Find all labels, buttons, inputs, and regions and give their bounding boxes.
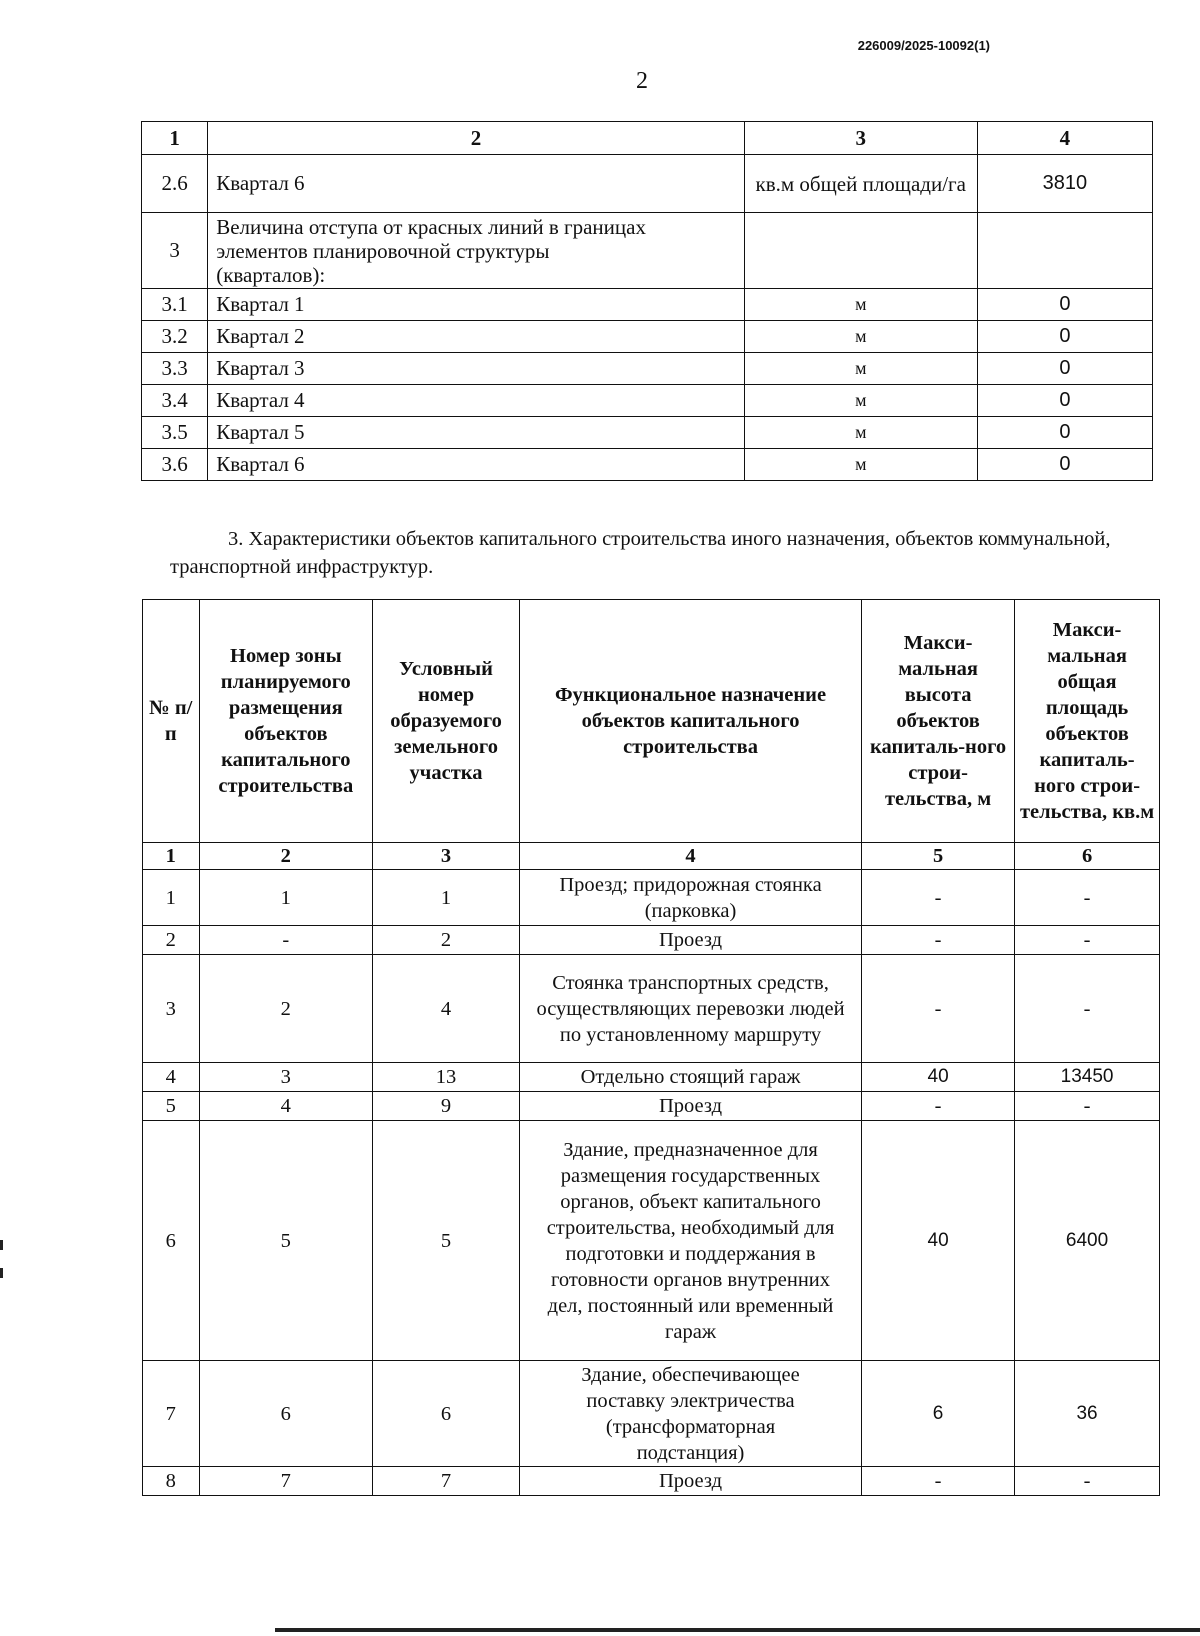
column-number: 4 (519, 843, 861, 870)
table-row (142, 417, 1153, 449)
row-number: 3.5 (142, 417, 208, 449)
cell-height: - (862, 1092, 1015, 1121)
row-number: 3.1 (142, 289, 208, 321)
row-value: 0 (977, 321, 1152, 353)
header-cell: Функциональное назначение объектов капитального строительства (519, 600, 861, 843)
table-row (142, 449, 1153, 481)
row-name: Квартал 1 (208, 289, 745, 321)
table-row (142, 385, 1153, 417)
header-cell: Номер зоны планируемого размещения объектов капитального строительства (199, 600, 373, 843)
row-name: Квартал 4 (208, 385, 745, 417)
row-number: 3.2 (142, 321, 208, 353)
cell-zone: 2 (199, 955, 373, 1063)
cell-zone: 3 (199, 1063, 373, 1092)
cell-purpose: Проезд (519, 1092, 861, 1121)
cell-zone: 1 (199, 870, 373, 926)
row-value (977, 213, 1152, 289)
table-row (142, 289, 1153, 321)
row-number: 3 (142, 213, 208, 289)
row-value: 0 (977, 385, 1152, 417)
cell-num: 1 (143, 870, 200, 926)
header-cell: 1 (142, 122, 208, 155)
row-unit: м (744, 289, 977, 321)
cell-zone: 4 (199, 1092, 373, 1121)
header-cell: 3 (744, 122, 977, 155)
table-row (142, 213, 1153, 289)
column-numbers-row (143, 843, 1160, 870)
cell-zone: 6 (199, 1361, 373, 1467)
cell-height: - (862, 955, 1015, 1063)
cell-area: - (1015, 870, 1160, 926)
row-name: Квартал 2 (208, 321, 745, 353)
cell-purpose: Проезд (519, 926, 861, 955)
table-row (143, 1467, 1160, 1496)
header-cell: 4 (977, 122, 1152, 155)
row-unit (744, 213, 977, 289)
row-unit: м (744, 417, 977, 449)
section-heading: 3. Характеристики объектов капитального строительства иного назначения, объектов коммунальной, транспортной инфраструктур. (170, 528, 1111, 578)
cell-area: - (1015, 926, 1160, 955)
row-name: Квартал 5 (208, 417, 745, 449)
cell-purpose: Здание, предназначенное для размещения государственных органов, объект капитального строительства, необходимый для подготовки и поддержания в готовности органов внутренних дел, постоянный или временный гараж (519, 1121, 861, 1361)
cell-purpose: Здание, обеспечивающее поставку электричества (трансформаторная подстанция) (519, 1361, 861, 1467)
header-cell: Макси-мальная общая площадь объектов капиталь-ного строи-тельства, кв.м (1015, 600, 1160, 843)
row-unit: кв.м общей площади/га (744, 155, 977, 213)
cell-plot: 4 (373, 955, 520, 1063)
header-cell: № п/п (143, 600, 200, 843)
row-value: 0 (977, 353, 1152, 385)
cell-zone: - (199, 926, 373, 955)
row-number: 3.6 (142, 449, 208, 481)
row-value: 0 (977, 449, 1152, 481)
cell-height: 6 (862, 1361, 1015, 1467)
cell-zone: 5 (199, 1121, 373, 1361)
cell-plot: 2 (373, 926, 520, 955)
row-name: Величина отступа от красных линий в границах элементов планировочной структуры (кварталов): (208, 213, 745, 289)
indicators-table (141, 121, 1153, 481)
cell-plot: 5 (373, 1121, 520, 1361)
cell-num: 3 (143, 955, 200, 1063)
row-name: Квартал 3 (208, 353, 745, 385)
scan-edge-mark (0, 1268, 3, 1278)
table-row (143, 1361, 1160, 1467)
cell-area: - (1015, 1092, 1160, 1121)
cell-area: 6400 (1015, 1121, 1160, 1361)
row-unit: м (744, 385, 977, 417)
cell-area: 13450 (1015, 1063, 1160, 1092)
row-name: Квартал 6 (208, 449, 745, 481)
cell-height: - (862, 926, 1015, 955)
cell-num: 5 (143, 1092, 200, 1121)
cell-area: - (1015, 1467, 1160, 1496)
cell-plot: 7 (373, 1467, 520, 1496)
cell-plot: 9 (373, 1092, 520, 1121)
cell-height: 40 (862, 1121, 1015, 1361)
column-number: 1 (143, 843, 200, 870)
table-row (142, 321, 1153, 353)
header-cell: 2 (208, 122, 745, 155)
table-row (143, 955, 1160, 1063)
row-value: 0 (977, 417, 1152, 449)
cell-purpose: Проезд; придорожная стоянка (парковка) (519, 870, 861, 926)
column-number: 6 (1015, 843, 1160, 870)
cell-zone: 7 (199, 1467, 373, 1496)
cell-plot: 13 (373, 1063, 520, 1092)
header-cell: Макси-мальная высота объектов капиталь-ного строи-тельства, м (862, 600, 1015, 843)
scan-edge-line (275, 1628, 1200, 1632)
table-row (143, 870, 1160, 926)
column-number: 5 (862, 843, 1015, 870)
row-number: 3.4 (142, 385, 208, 417)
row-value: 3810 (977, 155, 1152, 213)
cell-height: - (862, 870, 1015, 926)
table-row (143, 1121, 1160, 1361)
cell-area: 36 (1015, 1361, 1160, 1467)
table-row (143, 1063, 1160, 1092)
table-row (143, 1092, 1160, 1121)
cell-height: 40 (862, 1063, 1015, 1092)
row-number: 2.6 (142, 155, 208, 213)
row-name: Квартал 6 (208, 155, 745, 213)
cell-height: - (862, 1467, 1015, 1496)
row-unit: м (744, 353, 977, 385)
column-number: 2 (199, 843, 373, 870)
document-number: 226009/2025-10092(1) (857, 38, 990, 53)
row-value: 0 (977, 289, 1152, 321)
table-row (142, 155, 1153, 213)
column-number: 3 (373, 843, 520, 870)
table-row (142, 353, 1153, 385)
cell-area: - (1015, 955, 1160, 1063)
row-unit: м (744, 321, 977, 353)
cell-num: 4 (143, 1063, 200, 1092)
cell-purpose: Отдельно стоящий гараж (519, 1063, 861, 1092)
cell-num: 2 (143, 926, 200, 955)
cell-plot: 6 (373, 1361, 520, 1467)
scan-edge-mark (0, 1240, 3, 1250)
cell-num: 8 (143, 1467, 200, 1496)
table-header-row (143, 600, 1160, 843)
table-header-row (142, 122, 1153, 155)
capital-objects-table (142, 599, 1160, 1496)
row-unit: м (744, 449, 977, 481)
row-number: 3.3 (142, 353, 208, 385)
cell-purpose: Проезд (519, 1467, 861, 1496)
cell-num: 7 (143, 1361, 200, 1467)
header-cell: Условный номер образуемого земельного участка (373, 600, 520, 843)
cell-num: 6 (143, 1121, 200, 1361)
cell-plot: 1 (373, 870, 520, 926)
cell-purpose: Стоянка транспортных средств, осуществляющих перевозки людей по установленному маршруту (519, 955, 861, 1063)
table-row (143, 926, 1160, 955)
page-number: 2 (636, 68, 648, 94)
